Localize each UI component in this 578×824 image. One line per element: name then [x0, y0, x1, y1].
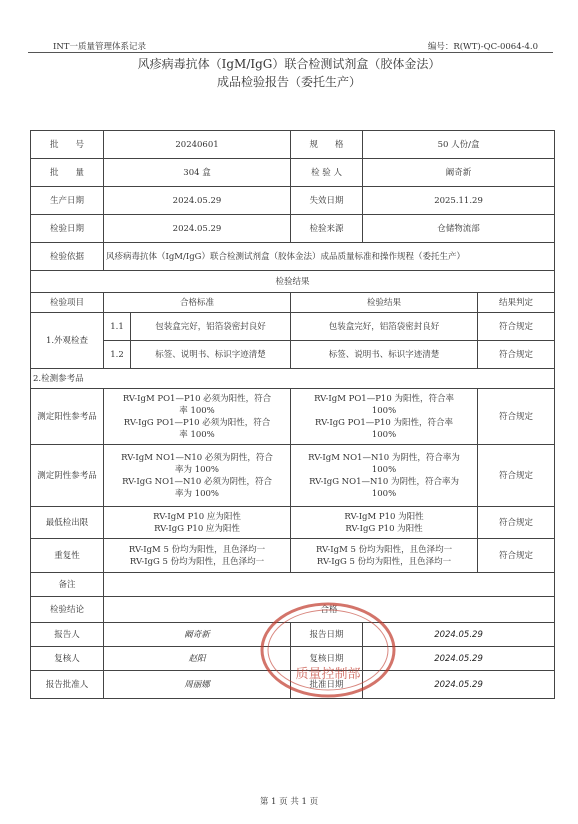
lod-result-line: RV-IgM P10 为阳性 — [344, 511, 424, 522]
basis-label: 检验依据 — [31, 243, 104, 271]
header-record-system: INT一质量管理体系记录 — [53, 42, 146, 52]
header-doc-number: 编号：R(WT)-QC-0064-4.0 — [427, 42, 538, 52]
appearance-label: 1.外观检查 — [31, 313, 104, 369]
appearance-judge: 符合规定 — [478, 341, 555, 369]
conclusion-label: 检验结论 — [31, 597, 104, 623]
negative-result-line: RV-IgM NO1—N10 为阴性，符合率为 — [308, 452, 460, 463]
lod-standard-line: RV-IgM P10 应为阳性 — [153, 511, 241, 522]
positive-judge: 符合规定 — [478, 389, 555, 445]
batch-label: 批 号 — [31, 131, 104, 159]
negative-label: 测定阴性参考品 — [31, 445, 104, 507]
positive-result-line: 100% — [371, 405, 397, 416]
approve-date-value: 2024.05.29 — [363, 671, 555, 699]
spec-label: 规 格 — [291, 131, 363, 159]
positive-label: 测定阳性参考品 — [31, 389, 104, 445]
batch-value: 20240601 — [104, 131, 291, 159]
repeat-standard — [104, 539, 291, 573]
repeat-result-line: RV-IgG 5 份均为阳性，且色泽均一 — [316, 556, 452, 567]
positive-standard-line: RV-IgG PO1—P10 必须为阳性，符合 — [123, 417, 271, 428]
qty-label: 批 量 — [31, 159, 104, 187]
reporter-label: 报告人 — [31, 623, 104, 647]
page-footer: 第 1 页 共 1 页 — [259, 797, 319, 807]
appearance-judge: 符合规定 — [478, 313, 555, 341]
positive-result-line: 100% — [371, 429, 397, 440]
review-date-label: 复核日期 — [291, 647, 363, 671]
lod-label: 最低检出限 — [31, 507, 104, 539]
negative-result-line: 100% — [371, 464, 397, 475]
lod-result — [291, 507, 478, 539]
report-subtitle: 成品检验报告（委托生产） — [216, 75, 361, 89]
appearance-standard: 包装盒完好，铝箔袋密封良好 — [131, 313, 291, 341]
prod-date-label: 生产日期 — [31, 187, 104, 215]
report-date-value: 2024.05.29 — [363, 623, 555, 647]
negative-standard-line: RV-IgM NO1—N10 必须为阴性，符合 — [121, 452, 273, 463]
remark-label: 备注 — [31, 573, 104, 597]
repeat-standard-line: RV-IgG 5 份均为阳性，且色泽均一 — [129, 556, 265, 567]
appearance-result: 标签、说明书、标识字迹清楚 — [291, 341, 478, 369]
positive-result-line: RV-IgM PO1—P10 为阳性，符合率 — [314, 393, 454, 404]
approver-label: 报告批准人 — [31, 671, 104, 699]
approver-signature: 周丽娜 — [104, 671, 291, 699]
exp-date-value: 2025.11.29 — [363, 187, 555, 215]
seal-text: 质量控制部 — [295, 667, 361, 682]
spec-value: 50 人份/盒 — [363, 131, 555, 159]
negative-standard-line: RV-IgG NO1—N10 必须为阴性，符合 — [122, 476, 272, 487]
lod-standard — [104, 507, 291, 539]
negative-judge: 符合规定 — [478, 445, 555, 507]
lod-result-line: RV-IgG P10 为阳性 — [345, 523, 423, 534]
results-section-title: 检验结果 — [31, 271, 555, 293]
appearance-no: 1.2 — [104, 341, 131, 369]
repeat-label: 重复性 — [31, 539, 104, 573]
inspection-report-table — [30, 130, 555, 699]
repeat-result-line: RV-IgM 5 份均为阳性，且色泽均一 — [315, 544, 453, 555]
remark-value — [104, 573, 555, 597]
reviewer-label: 复核人 — [31, 647, 104, 671]
report-title: 风疹病毒抗体（IgM/IgG）联合检测试剂盒（胶体金法） — [137, 57, 441, 71]
negative-standard-line: 率为 100% — [175, 464, 220, 475]
negative-result-line: RV-IgG NO1—N10 为阴性，符合率为 — [309, 476, 459, 487]
reviewer-signature: 赵阳 — [104, 647, 291, 671]
positive-standard-line: RV-IgM PO1—P10 必须为阳性，符合 — [122, 393, 272, 404]
source-value: 仓储物流部 — [363, 215, 555, 243]
review-date-value: 2024.05.29 — [363, 647, 555, 671]
positive-standard — [104, 389, 291, 445]
reporter-signature: 阚奇新 — [104, 623, 291, 647]
positive-standard-line: 率 100% — [179, 429, 215, 440]
report-date-label: 报告日期 — [291, 623, 363, 647]
positive-standard-line: 率 100% — [179, 405, 215, 416]
negative-standard-line: 率为 100% — [175, 488, 220, 499]
appearance-no: 1.1 — [104, 313, 131, 341]
repeat-standard-line: RV-IgM 5 份均为阳性，且色泽均一 — [128, 544, 266, 555]
col-judge: 结果判定 — [478, 293, 555, 313]
appearance-standard: 标签、说明书、标识字迹清楚 — [131, 341, 291, 369]
col-standard: 合格标准 — [104, 293, 291, 313]
inspector-label: 检 验 人 — [291, 159, 363, 187]
negative-standard — [104, 445, 291, 507]
appearance-result: 包装盒完好，铝箔袋密封良好 — [291, 313, 478, 341]
test-date-label: 检验日期 — [31, 215, 104, 243]
col-result: 检验结果 — [291, 293, 478, 313]
positive-result-line: RV-IgG PO1—P10 为阳性，符合率 — [315, 417, 453, 428]
negative-result-line: 100% — [371, 488, 397, 499]
lod-standard-line: RV-IgG P10 应为阳性 — [154, 523, 240, 534]
header-divider — [28, 52, 553, 53]
approve-date-label: 批准日期 — [291, 671, 363, 699]
repeat-judge: 符合规定 — [478, 539, 555, 573]
test-date-value: 2024.05.29 — [104, 215, 291, 243]
col-item: 检验项目 — [31, 293, 104, 313]
inspector-value: 阚奇新 — [363, 159, 555, 187]
conclusion-value: 合格 — [104, 597, 555, 623]
exp-date-label: 失效日期 — [291, 187, 363, 215]
repeat-result — [291, 539, 478, 573]
lod-judge: 符合规定 — [478, 507, 555, 539]
negative-result — [291, 445, 478, 507]
basis-value: 风疹病毒抗体（IgM/IgG）联合检测试剂盒（胶体金法）成品质量标准和操作规程（委托生产） — [104, 243, 555, 271]
source-label: 检验来源 — [291, 215, 363, 243]
prod-date-value: 2024.05.29 — [104, 187, 291, 215]
qty-value: 304 盒 — [104, 159, 291, 187]
ref-section-title: 2.检测参考品 — [31, 369, 555, 389]
positive-result — [291, 389, 478, 445]
